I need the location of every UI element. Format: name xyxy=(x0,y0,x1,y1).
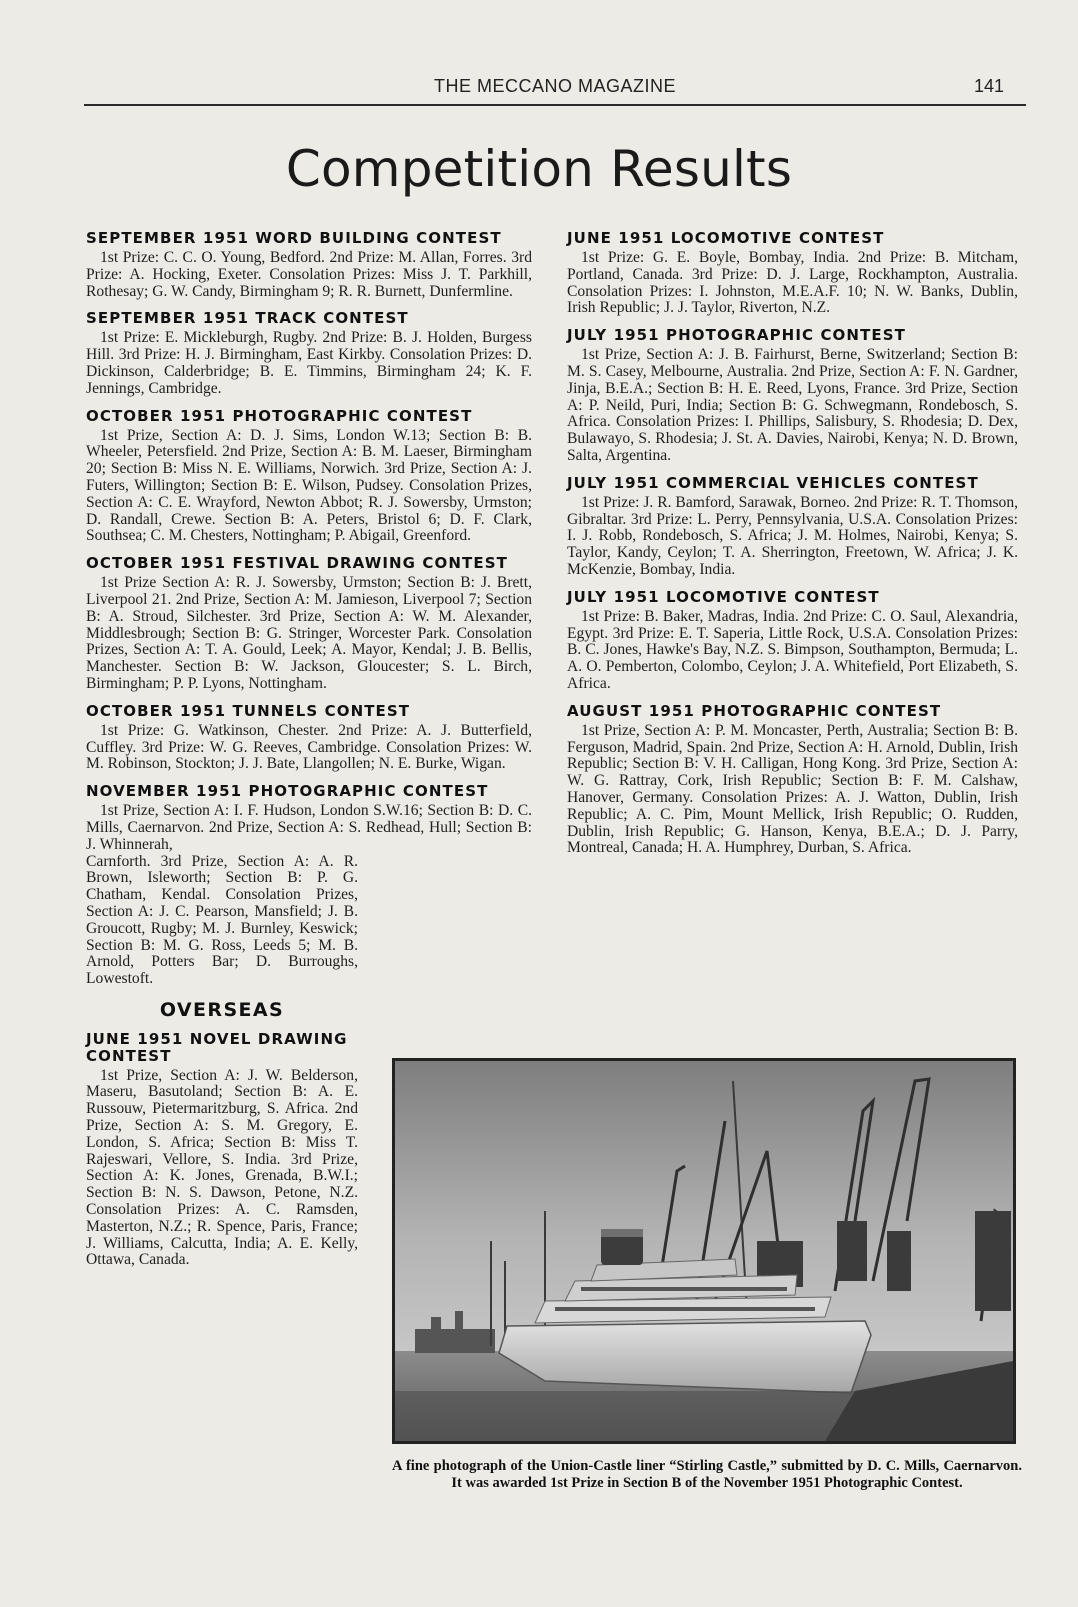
section-text: 1st Prize, Section A: I. F. Hudson, London S.W.16; Section B: D. C. Mills, Caernarvon. 2nd Prize, Section A: S. Redhead, Hull; Section B: J. Whinnerah, xyxy=(86,802,532,853)
magazine-name: THE MECCANO MAGAZINE xyxy=(433,76,676,96)
section-text: 1st Prize, Section A: P. M. Moncaster, Perth, Australia; Section B: B. Ferguson, Madrid, Spain. 2nd Prize, Section A: H. Arnold, Dublin, Irish Republic; Section B: V. H. Calligan, Hong Kong. 3rd Prize, Section A: W. G. Rattray, Cork, Irish Republic; Section B: F. M. Calshaw, Hanover, Germany. Consolation Prizes: A. J. Watton, Dublin, Irish Republic; A. C. Pim, Mount Mellick, Irish Republic; O. Rudden, Dublin, Irish Republic; G. Hanson, Kenya, B.E.A.; D. J. Parry, Montreal, Canada; H. A. Humphrey, Durban, S. Africa. xyxy=(567,721,1018,857)
section-text-continued: Carnforth. 3rd Prize, Section A: A. R. Brown, Isleworth; Section B: P. G. Chatham, Kendal. Consolation Prizes, Section A: J. C. Pearson, Mansfield; J. B. Groucott, Rugby; M. J. Burnley, Keswick; Section B: M. G. Ross, Leeds 5; M. B. Arnold, Potters Bar; D. Burroughs, Lowestoft. xyxy=(86,852,358,988)
results-section xyxy=(86,310,532,397)
section-text: 1st Prize, Section A: J. B. Fairhurst, Berne, Switzerland; Section B: M. S. Casey, Melbourne, Australia. 2nd Prize, Section A: F. N. Gardner, Jinja, B.E.A.; Section B: H. E. Reed, Lyons, France. 3rd Prize, Section A: P. Neild, Puri, India; Section B: G. Schwegmann, Rondebosch, S. Africa. Consolation Prizes: I. Phillips, Salisbury, S. Rhodesia; D. Dex, Bulawayo, S. Rhodesia; J. St. A. Davies, Nairobi, Kenya; N. D. Brown, Salta, Argentina. xyxy=(567,346,1018,464)
section-text: 1st Prize: C. C. O. Young, Bedford. 2nd Prize: M. Allan, Forres. 3rd Prize: A. Hocking, Exeter. Consolation Prizes: Miss J. T. Parkhill, Rothesay; G. W. Candy, Birmingham 9; R. R. Burnett, Dunfermline. xyxy=(86,249,532,300)
results-section xyxy=(86,555,532,693)
results-section xyxy=(567,589,1018,693)
section-heading: JULY 1951 COMMERCIAL VEHICLES CONTEST xyxy=(567,473,979,492)
section-text: 1st Prize Section A: R. J. Sowersby, Urmston; Section B: J. Brett, Liverpool 21. 2nd Prize, Section A: M. Jamieson, Liverpool 7; Section B: A. Stroud, Silchester. 3rd Prize, Section A: W. M. Alexander, Middlesbrough; Section B: G. Stringer, Worcester Park. Consolation Prizes, Section A: T. A. Gould, Leek; A. Mayor, Kendal; J. B. Bellis, Manchester. Section B: W. Jackson, Gloucester; S. L. Birch, Birmingham; P. P. Lyons, Nottingham. xyxy=(86,574,532,692)
results-section xyxy=(567,475,1018,579)
results-section xyxy=(86,230,532,300)
section-text: 1st Prize: B. Baker, Madras, India. 2nd Prize: C. O. Saul, Alexandria, Egypt. 3rd Prize: E. T. Saperia, Little Rock, U.S.A. Consolation Prizes: B. C. Jones, Hawke's Bay, N.Z. S. Bimpson, Southampton, Bermuda; L. A. O. Pemberton, Colombo, Ceylon; J. A. Whitefield, Port Elizabeth, S. Africa. xyxy=(567,607,1018,692)
section-heading: AUGUST 1951 PHOTOGRAPHIC CONTEST xyxy=(567,701,942,720)
results-section-overseas xyxy=(86,1031,358,1270)
section-heading: SEPTEMBER 1951 WORD BUILDING CONTEST xyxy=(86,229,502,247)
running-header xyxy=(84,74,1026,106)
section-heading: SEPTEMBER 1951 TRACK CONTEST xyxy=(86,309,409,328)
section-heading: OCTOBER 1951 TUNNELS CONTEST xyxy=(86,701,411,720)
section-heading: JUNE 1951 LOCOMOTIVE CONTEST xyxy=(567,229,885,247)
results-section xyxy=(86,703,532,773)
page-title: Competition Results xyxy=(285,140,793,198)
section-heading: JULY 1951 LOCOMOTIVE CONTEST xyxy=(567,587,880,606)
section-text: 1st Prize: G. E. Boyle, Bombay, India. 2nd Prize: B. Mitcham, Portland, Canada. 3rd Prize: D. J. Large, Rockhampton, Australia. Consolation Prizes: I. Johnston, M.E.A.F. 10; N. W. Banks, Dublin, Irish Republic; J. J. Taylor, Riverton, N.Z. xyxy=(567,249,1018,317)
results-section xyxy=(567,703,1018,857)
page-number: 141 xyxy=(973,76,1004,96)
results-section xyxy=(567,327,1018,465)
section-heading: OCTOBER 1951 PHOTOGRAPHIC CONTEST xyxy=(86,406,473,425)
results-section xyxy=(86,408,532,546)
photo-caption: A fine photograph of the Union-Castle liner “Stirling Castle,” submitted by D. C. Mills, Caernarvon. It was awarded 1st Prize in Section B of the November 1951 Photographic Contest. xyxy=(392,1458,1022,1491)
section-text: 1st Prize: G. Watkinson, Chester. 2nd Prize: A. J. Butterfield, Cuffley. 3rd Prize: W. G. Reeves, Cambridge. Consolation Prizes: W. M. Robinson, Stockton; J. J. Bate, Llangollen; N. E. Burke, Wigan. xyxy=(86,721,532,773)
right-column xyxy=(567,230,1018,867)
section-heading: OCTOBER 1951 FESTIVAL DRAWING CONTEST xyxy=(86,554,508,573)
section-heading: NOVEMBER 1951 PHOTOGRAPHIC CONTEST xyxy=(86,782,489,801)
section-heading: JULY 1951 PHOTOGRAPHIC CONTEST xyxy=(567,326,906,345)
liner-photo-illustration xyxy=(395,1061,1013,1441)
results-section xyxy=(567,230,1018,317)
section-heading: JUNE 1951 NOVEL DRAWING CONTEST xyxy=(86,1029,348,1065)
section-text: 1st Prize, Section A: J. W. Belderson, Maseru, Basutoland; Section B: A. E. Russouw, Pietermaritzburg, S. Africa. 2nd Prize, Section A: S. M. Gregory, E. London, S. Africa; Section B: Miss T. Rajeswari, Vellore, S. India. 3rd Prize, Section A: K. Jones, Grenada, B.W.I.; Section B: N. S. Dawson, Petone, N.Z. Consolation Prizes: A. C. Ramsden, Masterton, N.Z.; R. Spence, Paris, France; J. Williams, Calcutta, India; A. E. Kelly, Ottawa, Canada. xyxy=(86,1066,358,1269)
section-text: 1st Prize: E. Mickleburgh, Rugby. 2nd Prize: B. J. Holden, Burgess Hill. 3rd Prize: H. J. Birmingham, East Kirkby. Consolation Prizes: D. Dickinson, Calderbridge; B. E. Timmins, Birmingham 24; K. F. Jennings, Cambridge. xyxy=(86,329,532,397)
section-text: 1st Prize: J. R. Bamford, Sarawak, Borneo. 2nd Prize: R. T. Thomson, Gibraltar. 3rd Prize: L. Perry, Pennsylvania, U.S.A. Consolation Prizes: I. J. Robb, Rondebosch, S. Africa; J. M. Holmes, Nairobi, Kenya; S. Taylor, Kandy, Ceylon; T. A. Sherrington, Freetown, W. Africa; J. K. McKenzie, Bombay, India. xyxy=(567,493,1019,578)
ship-photograph xyxy=(392,1058,1016,1444)
overseas-title: OVERSEAS xyxy=(159,998,285,1021)
section-text: 1st Prize, Section A: D. J. Sims, London W.13; Section B: B. Wheeler, Petersfield. 2nd Prize, Section A: B. M. Laeser, Birmingham 20; Section B: Miss N. E. Williams, Norwich. 3rd Prize, Section A: J. Futers, Willington; Section B: E. Wilson, Pudsey. Consolation Prizes, Section A: C. E. Wrayford, Newton Abbot; R. J. Sowersby, Urmston; D. Randall, Crewe. Section B: A. Peters, Bristol 6; D. F. Clark, Southsea; C. M. Chesters, Nottingham; P. Abigail, Greenford. xyxy=(86,426,532,545)
results-section-november xyxy=(86,783,532,988)
